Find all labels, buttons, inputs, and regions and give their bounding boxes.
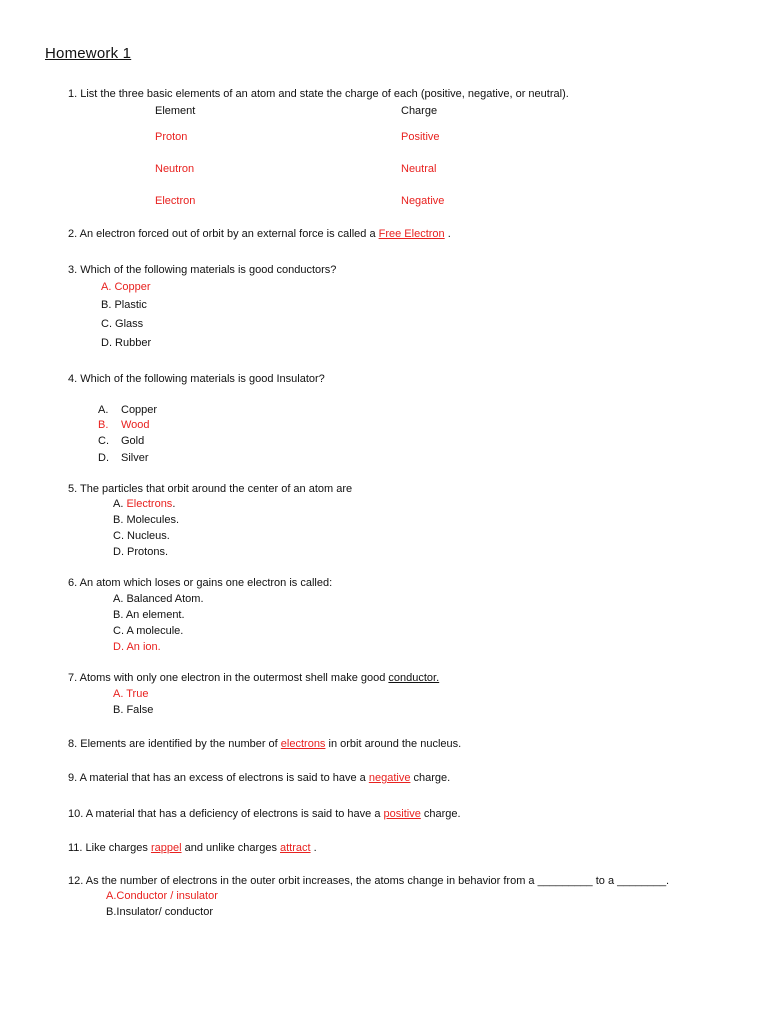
element-cell: Electron: [155, 195, 196, 207]
element-cell: Proton: [155, 131, 188, 143]
question-4-option-a: Copper: [121, 404, 158, 416]
question-6-option-c: C. A molecule.: [113, 625, 184, 637]
question-12-option-b: B.Insulator/ conductor: [106, 906, 214, 918]
question-6-option-a: A. Balanced Atom.: [113, 593, 204, 605]
question-1-prompt: 1. List the three basic elements of an atom and state the charge of each (positive, negative, or neutral).: [68, 88, 569, 100]
question-9: [68, 771, 450, 785]
question-8-answer: electrons: [280, 738, 326, 750]
question-6-option-d: D. An ion.: [113, 641, 161, 653]
question-5-option-c: C. Nucleus.: [113, 530, 170, 542]
question-4-prompt: 4. Which of the following materials is good Insulator?: [68, 373, 325, 385]
question-9-text: 9. A material that has an excess of electrons is said to have a: [68, 772, 369, 784]
question-5-option-b: B. Molecules.: [113, 514, 180, 526]
question-5-option-a: A. Electrons.: [113, 498, 176, 510]
question-5-option-d: D. Protons.: [113, 546, 169, 558]
element-cell: Neutron: [155, 163, 195, 175]
question-5-prompt: 5. The particles that orbit around the center of an atom are: [68, 483, 353, 495]
question-4-option-b: Wood: [121, 419, 150, 431]
charge-cell: Negative: [401, 195, 445, 207]
column-header-element: Element: [155, 105, 196, 117]
question-11-end: .: [310, 842, 317, 854]
question-2-text: 2. An electron forced out of orbit by an external force is called a: [68, 228, 379, 240]
question-11-text: Like charges: [82, 842, 151, 854]
question-10-end: charge.: [420, 808, 461, 820]
question-12-prompt: 12. As the number of electrons in the outer orbit increases, the atoms change in behavior from a _________ to a ________.: [68, 875, 670, 887]
question-4-option-d-letter: D.: [98, 452, 109, 464]
charge-cell: Positive: [401, 131, 440, 143]
question-11-answer-2: attract: [280, 842, 311, 854]
question-3-option-d: D. Rubber: [101, 337, 152, 349]
charge-cell: Neutral: [401, 163, 437, 175]
question-2: [68, 227, 451, 241]
question-8-text: 8. Elements are identified by the number of: [68, 738, 281, 750]
question-11-answer-1: rappel: [150, 842, 182, 854]
question-8: [68, 737, 461, 751]
question-6-option-b: B. An element.: [113, 609, 185, 621]
question-7-option-b: B. False: [113, 704, 154, 716]
page-title: Homework 1: [45, 45, 132, 62]
question-3-option-b: B. Plastic: [101, 299, 147, 311]
question-7-underlined-word: conductor.: [388, 672, 440, 684]
question-3-prompt: 3. Which of the following materials is good conductors?: [68, 264, 337, 276]
question-7: [68, 671, 439, 685]
question-10: [68, 807, 461, 821]
question-7-option-a: A. True: [113, 688, 149, 700]
question-10-answer: positive: [383, 808, 421, 820]
question-12-option-a: A.Conductor / insulator: [106, 890, 218, 902]
question-9-answer: negative: [368, 772, 411, 784]
question-6-prompt: 6. An atom which loses or gains one electron is called:: [68, 577, 333, 589]
question-9-end: charge.: [410, 772, 451, 784]
question-8-end: in orbit around the nucleus.: [325, 738, 462, 750]
question-2-answer: Free Electron: [378, 228, 445, 240]
question-7-text: 7. Atoms with only one electron in the outermost shell make good: [68, 672, 389, 684]
question-11-number: 11.: [68, 842, 83, 854]
column-header-charge: Charge: [401, 105, 438, 117]
question-4-option-c: Gold: [121, 435, 145, 447]
question-4-option-a-letter: A.: [98, 404, 109, 416]
question-4-option-c-letter: C.: [98, 435, 109, 447]
question-4-option-b-letter: B.: [98, 419, 109, 431]
question-10-text: 10. A material that has a deficiency of electrons is said to have a: [68, 808, 384, 820]
question-5-option-a-letter: A.: [113, 498, 127, 510]
question-3-option-c: C. Glass: [101, 318, 144, 330]
question-11: [68, 841, 317, 855]
question-4-option-d: Silver: [121, 452, 149, 464]
question-5-option-a-answer: Electrons: [126, 498, 173, 510]
question-2-end: .: [444, 228, 451, 240]
question-11-mid: and unlike charges: [181, 842, 280, 854]
question-3-option-a: A. Copper: [101, 281, 151, 293]
